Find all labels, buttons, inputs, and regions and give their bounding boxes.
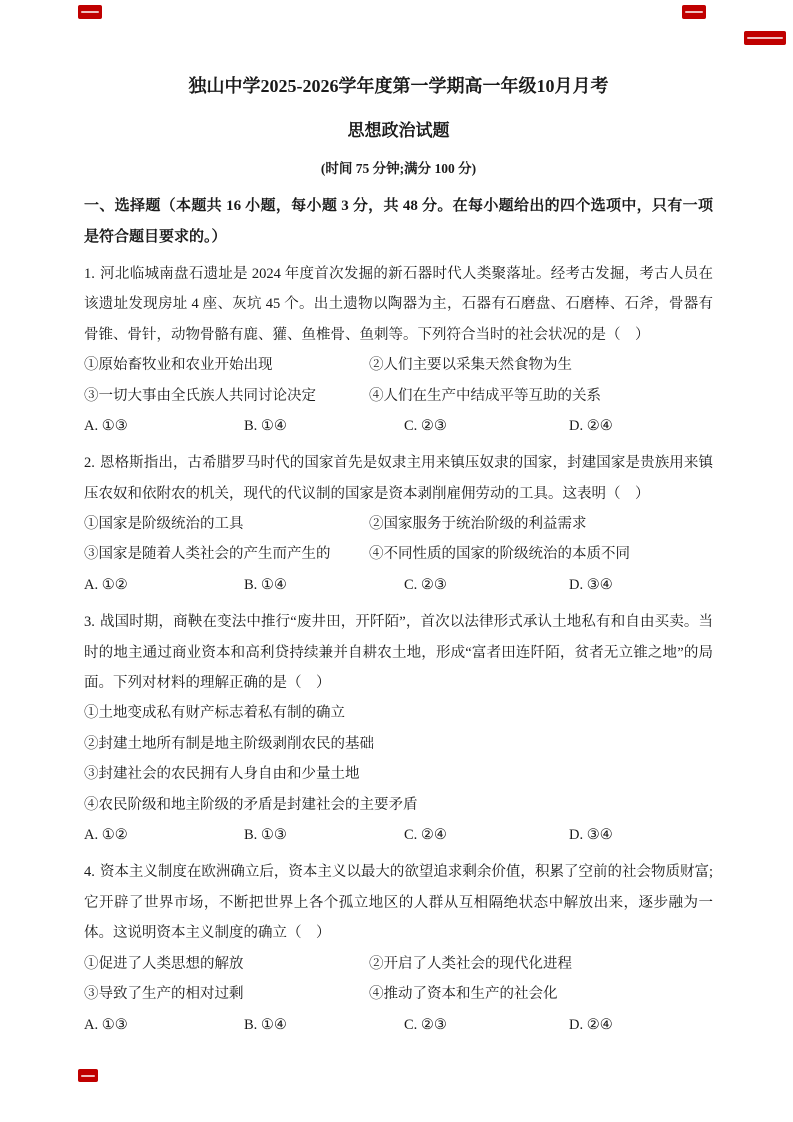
question-stem: 3. 战国时期，商鞅在变法中推行“废井田，开阡陌”，首次以法律形式承认土地私有和自由买卖。当时的地主通过商业资本和高利贷持续兼并自耕农土地，形成“富者田连阡陌，贫者无立锥之地”的局面。下列对材料的理解正确的是（ ） [84, 614, 713, 691]
statement-item: ②国家服务于统治阶级的利益需求 [369, 516, 587, 533]
choice-D: D. ③④ [569, 576, 613, 593]
statement-item: ③国家是随着人类社会的产生而产生的 [84, 546, 331, 563]
question-number: 1. [84, 265, 95, 282]
statement-item: ④农民阶级和地主阶级的矛盾是封建社会的主要矛盾 [84, 796, 418, 813]
question-stem: 2. 恩格斯指出，古希腊罗马时代的国家首先是奴隶主用来镇压奴隶的国家，封建国家是贵族用来镇压农奴和依附农的机关，现代的代议制的国家是资本剥削雇佣劳动的工具。这表明（ ） [84, 455, 713, 502]
exam-title: 独山中学2025-2026学年度第一学期高一年级10月月考 [188, 76, 609, 96]
choice-A: A. ①② [84, 827, 128, 844]
choices-row [84, 820, 713, 851]
statement-item: ④人们在生产中结成平等互助的关系 [369, 387, 601, 404]
choices-row [84, 411, 713, 442]
question-3 [84, 607, 713, 851]
choice-B: B. ①③ [244, 827, 287, 844]
statement-item: ③导致了生产的相对过剩 [84, 986, 244, 1003]
choice-C: C. ②③ [404, 576, 447, 593]
question-2 [84, 448, 713, 601]
choice-D: D. ③④ [569, 827, 613, 844]
choice-C: C. ②③ [404, 417, 447, 434]
question-stem: 1. 河北临城南盘石遗址是 2024 年度首次发掘的新石器时代人类聚落址。经考古发掘，考古人员在该遗址发现房址 4 座、灰坑 45 个。出土遗物以陶器为主，石器有石磨盘、石磨棒、石斧，骨器有骨锥、骨针，动物骨骼有鹿、獾、鱼椎骨、鱼刺等。下列符合当时的社会状况的是（ ） [84, 265, 713, 343]
question-4 [84, 857, 713, 1040]
red-stamp-watermark [682, 5, 706, 19]
choices-row [84, 1010, 713, 1041]
statements-group [84, 350, 713, 411]
choice-A: A. ①③ [84, 1016, 128, 1033]
statements-group [84, 698, 713, 820]
statement-item: ②人们主要以采集天然食物为生 [369, 357, 572, 374]
choice-B: B. ①④ [244, 1016, 287, 1033]
exam-time-score: (时间 75 分钟;满分 100 分) [320, 161, 477, 177]
document-content [84, 74, 713, 1041]
statement-item: ③封建社会的农民拥有人身自由和少量土地 [84, 766, 360, 783]
question-1 [84, 259, 713, 442]
choices-row [84, 570, 713, 601]
statement-item: ③一切大事由全氏族人共同讨论决定 [84, 387, 316, 404]
question-number: 3. [84, 614, 95, 631]
statement-item: ④不同性质的国家的阶级统治的本质不同 [369, 546, 630, 563]
choice-A: A. ①② [84, 576, 128, 593]
statement-item: ②封建土地所有制是地主阶级剥削农民的基础 [84, 735, 374, 752]
red-stamp-watermark [78, 5, 102, 19]
statement-item: ②开启了人类社会的现代化进程 [369, 955, 572, 972]
question-stem: 4. 资本主义制度在欧洲确立后，资本主义以最大的欲望追求剩余价值，积累了空前的社会物质财富;它开辟了世界市场，不断把世界上各个孤立地区的人群从互相隔绝状态中解放出来，逐步融为一体。这说明资本主义制度的确立（ ） [84, 864, 713, 942]
choice-B: B. ①④ [244, 417, 287, 434]
statement-item: ④推动了资本和生产的社会化 [369, 986, 558, 1003]
choice-D: D. ②④ [569, 417, 613, 434]
choice-D: D. ②④ [569, 1016, 613, 1033]
statement-item: ①国家是阶级统治的工具 [84, 516, 244, 533]
choice-C: C. ②③ [404, 1016, 447, 1033]
choice-B: B. ①④ [244, 576, 287, 593]
statement-item: ①土地变成私有财产标志着私有制的确立 [84, 705, 345, 722]
statement-item: ①原始畜牧业和农业开始出现 [84, 357, 273, 374]
statements-group [84, 949, 713, 1010]
choice-A: A. ①③ [84, 417, 128, 434]
section-heading: 一、选择题（本题共 16 小题，每小题 3 分，共 48 分。在每小题给出的四个选项中，只有一项是符合题目要求的。） [84, 198, 713, 246]
statements-group [84, 509, 713, 570]
choice-C: C. ②④ [404, 827, 447, 844]
red-stamp-watermark [744, 31, 786, 45]
statement-item: ①促进了人类思想的解放 [84, 955, 244, 972]
question-number: 2. [84, 455, 95, 472]
question-number: 4. [84, 864, 95, 881]
exam-subtitle: 思想政治试题 [347, 121, 450, 141]
red-stamp-watermark [78, 1069, 98, 1082]
questions-list [84, 259, 713, 1041]
